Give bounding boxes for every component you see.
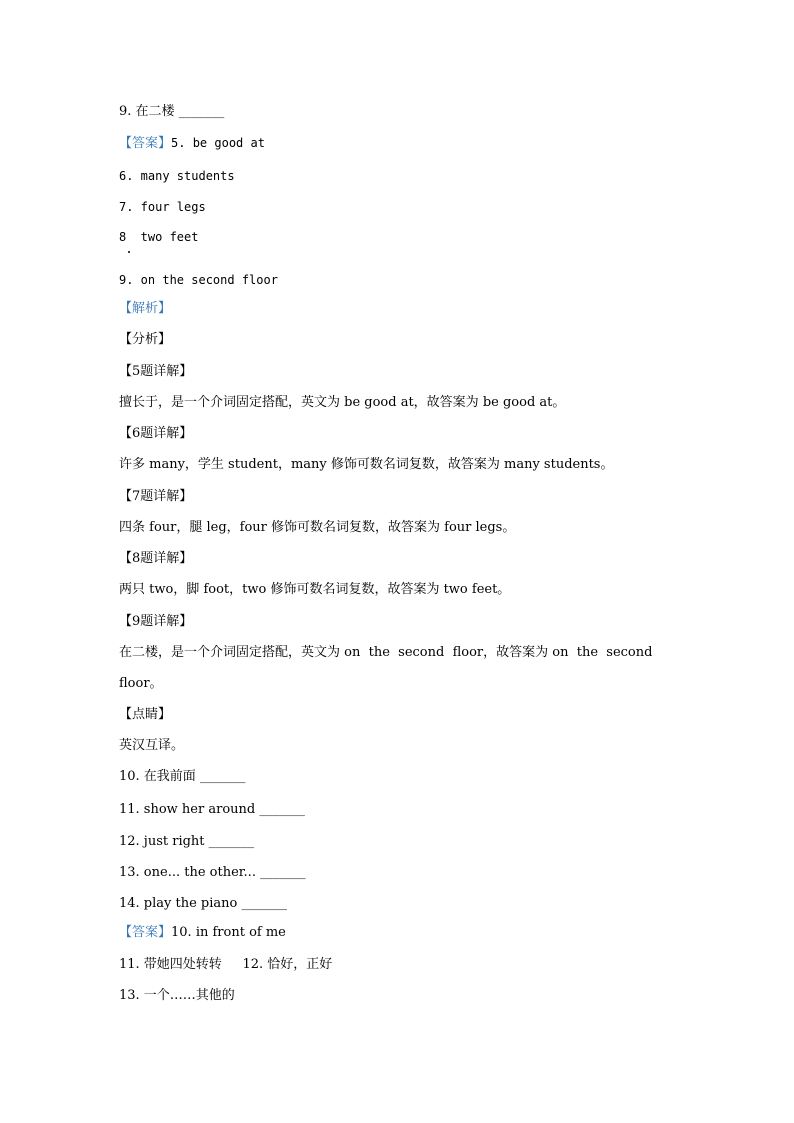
detail-9-text-line-1: 在二楼，是一个介词固定搭配，英文为 on the second floor，故答案为 on the second [119, 645, 653, 660]
detail-5-heading: 【5题详解】 [119, 364, 193, 379]
highlight-heading: 【点睛】 [119, 707, 172, 722]
answer-8-dot [128, 251, 130, 253]
answer-10-text: 10. in front of me [171, 925, 286, 940]
detail-7-heading: 【7题详解】 [119, 489, 193, 504]
question-9 [119, 103, 684, 121]
answer-13: 13. 一个……其他的 [119, 988, 235, 1003]
answer-5-number: 5. [171, 136, 193, 150]
question-12: 12. just right _______ [119, 834, 255, 849]
detail-8-text: 两只 two，脚 foot，two 修饰可数名词复数，故答案为 two feet。 [119, 582, 511, 597]
detail-9-heading: 【9题详解】 [119, 614, 193, 629]
answer-tag-2: 【答案】 [119, 925, 172, 940]
question-14: 14. play the piano _______ [119, 896, 287, 911]
question-13: 13. one... the other... _______ [119, 865, 306, 880]
analysis-tag: 【解析】 [119, 301, 172, 316]
question-9-number: 9. [119, 104, 136, 119]
question-9-blank: _______ [178, 104, 225, 119]
analysis-heading: 【分析】 [119, 332, 172, 347]
answer-5-text: be good at [192, 136, 265, 150]
answer-6: 6. many students [119, 169, 235, 183]
answer-block-2 [119, 924, 684, 942]
detail-5-text: 擅长于，是一个介词固定搭配，英文为 be good at，故答案为 be good at。 [119, 395, 566, 410]
question-10: 10. 在我前面 _______ [119, 769, 246, 784]
detail-9-text-line-2: floor。 [119, 676, 163, 691]
detail-8-heading: 【8题详解】 [119, 551, 193, 566]
question-9-text: 在二楼 [135, 104, 179, 119]
detail-6-heading: 【6题详解】 [119, 426, 193, 441]
detail-7-text: 四条 four，腿 leg，four 修饰可数名词复数，故答案为 four legs。 [119, 520, 516, 535]
answer-tag: 【答案】 [119, 136, 172, 151]
detail-6-text: 许多 many，学生 student，many 修饰可数名词复数，故答案为 many students。 [119, 457, 614, 472]
answer-9: 9. on the second floor [119, 273, 278, 287]
answer-7: 7. four legs [119, 200, 206, 214]
highlight-text: 英汉互译。 [119, 738, 185, 753]
answer-block-1 [119, 134, 684, 153]
answer-11-12: 11. 带她四处转转 12. 恰好，正好 [119, 957, 333, 972]
answer-8: 8 two feet [119, 230, 199, 244]
question-11: 11. show her around _______ [119, 802, 305, 817]
